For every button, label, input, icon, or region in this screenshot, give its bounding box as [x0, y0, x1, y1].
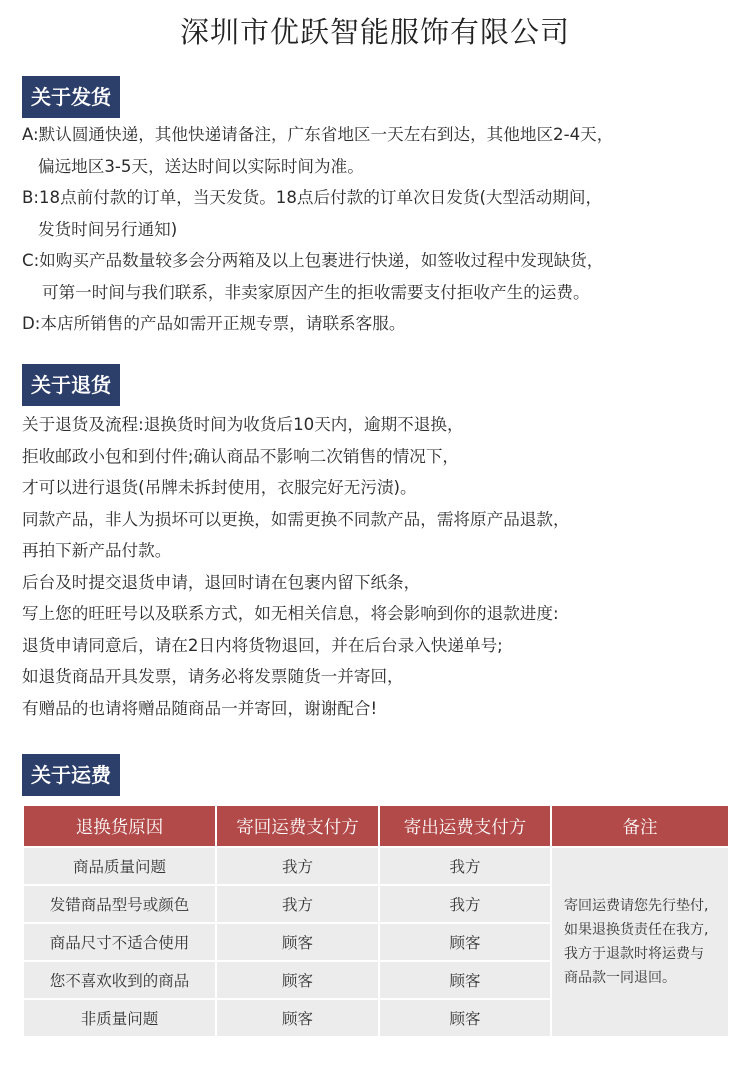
freight-heading: 关于运费: [22, 754, 120, 796]
table-cell-reason: 商品质量问题: [23, 847, 216, 885]
table-cell-return-payer: 顾客: [216, 999, 379, 1037]
shipping-line: 发货时间另行通知): [38, 219, 178, 239]
returns-line: 拒收邮政小包和到付件;确认商品不影响二次销售的情况下，: [22, 446, 460, 466]
table-cell-send-payer: 顾客: [379, 999, 551, 1037]
shipping-line: 可第一时间与我们联系，非卖家原因产生的拒收需要支付拒收产生的运费。: [42, 282, 590, 302]
returns-line: 如退货商品开具发票，请务必将发票随货一并寄回，: [22, 667, 404, 686]
returns-line: 再拍下新产品付款。: [22, 541, 172, 560]
returns-line: 有赠品的也请将赠品随商品一并寄回，谢谢配合!: [22, 698, 378, 718]
table-cell-send-payer: 我方: [379, 885, 551, 923]
shipping-line: C:如购买产品数量较多会分两箱及以上包裹进行快递，如签收过程中发现缺货，: [22, 251, 604, 270]
shipping-line: D:本店所销售的产品如需开正规专票，请联系客服。: [22, 314, 406, 333]
table-cell-send-payer: 顾客: [379, 923, 551, 961]
returns-line: 才可以进行退货(吊牌未拆封使用，衣服完好无污渍)。: [22, 478, 417, 497]
shipping-line: B:18点前付款的订单，当天发货。18点后付款的订单次日发货(大型活动期间，: [22, 188, 603, 207]
table-cell-reason: 商品尺寸不适合使用: [23, 923, 216, 961]
shipping-text: [22, 119, 737, 340]
returns-text: [22, 409, 737, 724]
returns-line: 关于退货及流程:退换货时间为收货后10天内，逾期不退换，: [22, 415, 464, 434]
returns-line: 写上您的旺旺号以及联系方式，如无相关信息，将会影响到你的退款进度:: [22, 604, 559, 623]
returns-line: 退货申请同意后，请在2日内将货物退回，并在后台录入快递单号;: [22, 635, 503, 655]
shipping-line: 偏远地区3-5天，送达时间以实际时间为准。: [38, 156, 364, 176]
table-header-row: [23, 805, 729, 847]
table-cell-return-payer: 顾客: [216, 923, 379, 961]
returns-line: 同款产品，非人为损坏可以更换，如需更换不同款产品，需将原产品退款，: [22, 509, 570, 529]
table-cell-reason: 您不喜欢收到的商品: [23, 961, 216, 999]
page-title: 深圳市优跃智能服饰有限公司: [179, 15, 570, 49]
shipping-line: A:默认圆通快递，其他快递请备注，广东省地区一天左右到达，其他地区2-4天，: [22, 125, 614, 144]
column-header-reason: 退换货原因: [23, 805, 216, 847]
shipping-heading: 关于发货: [22, 76, 120, 118]
table-cell-note: 寄回运费请您先行垫付,如果退换货责任在我方,我方于退款时将运费与商品款一同退回。: [551, 847, 729, 1037]
table-row: [23, 847, 729, 885]
table-cell-return-payer: 我方: [216, 847, 379, 885]
freight-table: [22, 804, 730, 1038]
column-header-send-payer: 寄出运费支付方: [379, 805, 551, 847]
table-cell-send-payer: 顾客: [379, 961, 551, 999]
table-cell-return-payer: 顾客: [216, 961, 379, 999]
column-header-return-payer: 寄回运费支付方: [216, 805, 379, 847]
table-cell-send-payer: 我方: [379, 847, 551, 885]
table-cell-return-payer: 我方: [216, 885, 379, 923]
table-cell-reason: 非质量问题: [23, 999, 216, 1037]
returns-heading: 关于退货: [22, 364, 120, 406]
column-header-note: 备注: [551, 805, 729, 847]
returns-line: 后台及时提交退货申请，退回时请在包裹内留下纸条，: [22, 572, 421, 592]
table-cell-reason: 发错商品型号或颜色: [23, 885, 216, 923]
